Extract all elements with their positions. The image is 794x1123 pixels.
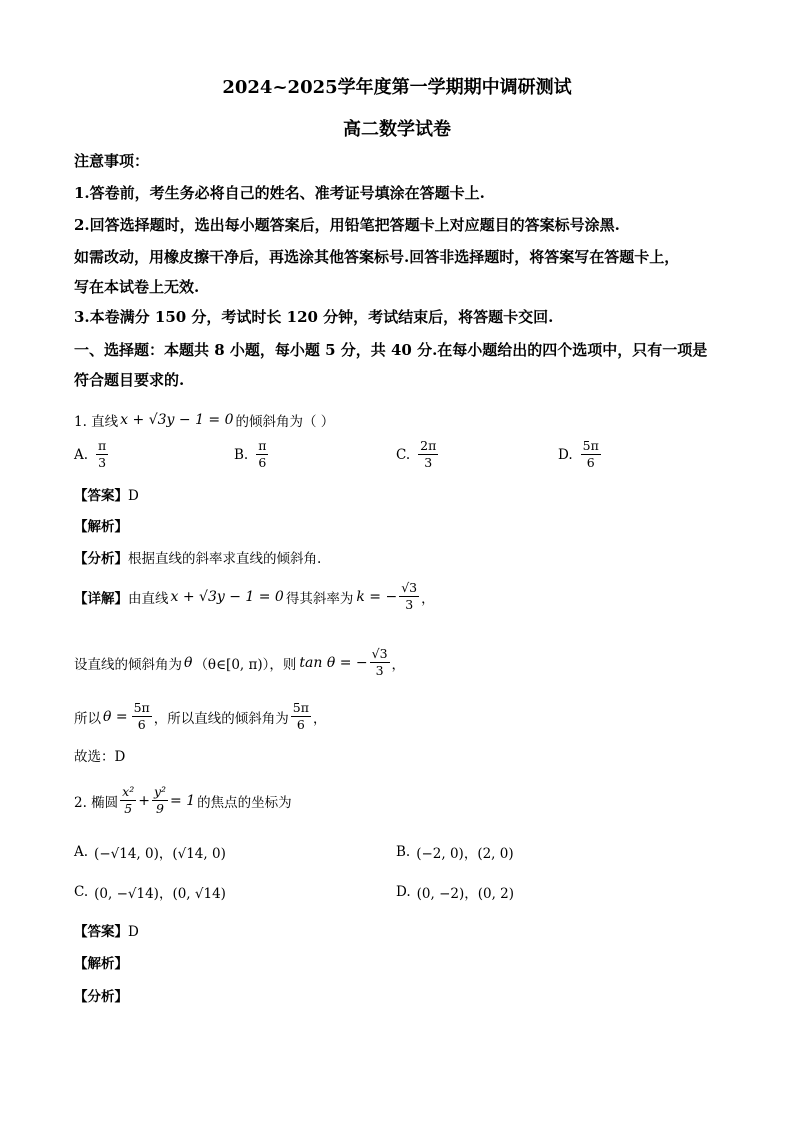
question-1-option-a	[74, 438, 110, 471]
fenxi-text: 根据直线的斜率求直线的倾斜角.	[128, 551, 322, 567]
option-numerator: 2π	[420, 438, 437, 453]
question-1-detail-line-1	[74, 580, 435, 613]
detail-equation: x + √3y − 1 = 0	[170, 588, 284, 605]
detail-text: 由直线	[128, 590, 169, 607]
equation-end: = 1	[170, 792, 196, 809]
notice-item-2b: 如需改动，用橡皮擦干净后，再选涂其他答案标号.回答非选择题时，将答案写在答题卡上，	[74, 248, 680, 266]
question-2-stem	[74, 784, 292, 817]
option-numerator: π	[98, 438, 107, 453]
question-1-choose: 故选：D	[74, 749, 126, 765]
detail-text: 得其斜率为	[285, 590, 354, 607]
detail-tan: tan θ = −	[299, 654, 368, 671]
option-label: B.	[396, 844, 411, 860]
detail-tag: 【详解】	[74, 590, 128, 607]
question-1-prefix: 1. 直线	[74, 414, 119, 430]
answer-value: D	[128, 488, 139, 504]
question-1-fenxi	[74, 547, 321, 567]
fraction-denominator: 9	[156, 801, 164, 816]
option-text: (0, −2)，(0, 2)	[416, 886, 515, 902]
question-1-option-b	[234, 438, 270, 471]
detail-punctuation: ，	[391, 656, 406, 673]
option-label: A.	[74, 844, 89, 860]
question-1-option-d	[558, 438, 603, 471]
question-2-option-c	[74, 882, 226, 902]
detail-text: 所以	[74, 710, 101, 727]
fraction-numerator: 5π	[292, 700, 309, 715]
plus-sign: +	[138, 792, 150, 809]
fraction-denominator: 3	[375, 663, 384, 678]
fraction-numerator: √3	[401, 580, 418, 595]
question-1-suffix: 的倾斜角为（ ）	[235, 414, 335, 430]
detail-range: （θ∈[0, π)），则	[194, 656, 297, 673]
question-1-option-c	[396, 438, 440, 471]
option-denominator: 3	[424, 455, 433, 470]
option-numerator: 5π	[582, 438, 599, 453]
question-1-analysis-tag: 【解析】	[74, 519, 128, 535]
option-label: B.	[234, 446, 249, 463]
question-1-detail-line-2	[74, 646, 405, 679]
detail-punctuation: ，	[421, 590, 435, 607]
detail-theta: θ	[184, 654, 193, 671]
notice-item-2c: 写在本试卷上无效.	[74, 278, 200, 296]
option-denominator: 6	[258, 455, 267, 470]
fraction-denominator: 3	[405, 597, 414, 612]
notice-item-1: 1.答卷前，考生务必将自己的姓名、准考证号填涂在答题卡上.	[74, 184, 485, 202]
detail-punctuation: ，	[312, 710, 327, 727]
fraction-denominator: 6	[296, 717, 305, 732]
fraction-numerator: x²	[122, 784, 135, 799]
detail-text: ，所以直线的倾斜角为	[153, 710, 289, 727]
detail-equation: θ =	[103, 708, 128, 725]
notice-item-2: 2.回答选择题时，选出每小题答案后，用铅笔把答题卡上对应题目的答案标号涂黑.	[74, 216, 620, 234]
question-2-answer	[74, 920, 139, 940]
question-2-option-b	[396, 842, 514, 862]
option-label: C.	[396, 446, 411, 463]
answer-tag: 【答案】	[74, 488, 128, 504]
question-2-analysis-tag: 【解析】	[74, 956, 128, 972]
page-subtitle: 高二数学试卷	[343, 119, 451, 140]
fraction-denominator: 6	[137, 717, 146, 732]
question-2-prefix: 2. 椭圆	[74, 794, 119, 811]
answer-value: D	[128, 924, 139, 940]
page-title: 2024~2025学年度第一学期期中调研测试	[222, 77, 572, 98]
fraction-numerator: √3	[371, 646, 388, 661]
question-2-option-a	[74, 842, 226, 862]
detail-slope: k = −	[356, 588, 398, 605]
question-1-stem	[74, 410, 334, 430]
question-1-answer	[74, 484, 139, 504]
section-heading-line1: 一、选择题：本题共 8 小题，每小题 5 分，共 40 分.在每小题给出的四个选项中，只有一项是	[74, 341, 708, 359]
option-denominator: 3	[98, 455, 107, 470]
detail-text: 设直线的倾斜角为	[74, 656, 182, 673]
fraction-numerator: 5π	[133, 700, 150, 715]
question-2-suffix: 的焦点的坐标为	[197, 794, 292, 811]
option-label: D.	[396, 884, 411, 900]
fraction-numerator: y²	[153, 784, 167, 799]
option-text: (−√14, 0)，(√14, 0)	[94, 846, 226, 862]
question-2-option-d	[396, 882, 514, 902]
question-1-equation: x + √3y − 1 = 0	[120, 412, 234, 428]
option-label: C.	[74, 884, 89, 900]
fraction-denominator: 5	[124, 801, 133, 816]
fenxi-tag: 【分析】	[74, 551, 128, 567]
option-label: A.	[74, 446, 89, 463]
option-denominator: 6	[586, 455, 595, 470]
option-numerator: π	[258, 438, 267, 453]
option-text: (0, −√14)，(0, √14)	[94, 886, 226, 902]
question-2-fenxi-tag: 【分析】	[74, 989, 128, 1005]
notice-item-3: 3.本卷满分 150 分，考试时长 120 分钟，考试结束后，将答题卡交回.	[74, 308, 554, 326]
option-label: D.	[558, 446, 573, 463]
notice-heading: 注意事项：	[74, 152, 150, 170]
option-text: (−2, 0)，(2, 0)	[416, 846, 514, 862]
answer-tag: 【答案】	[74, 924, 128, 940]
section-heading-line2: 符合题目要求的.	[74, 371, 185, 389]
question-1-detail-line-3	[74, 700, 326, 733]
